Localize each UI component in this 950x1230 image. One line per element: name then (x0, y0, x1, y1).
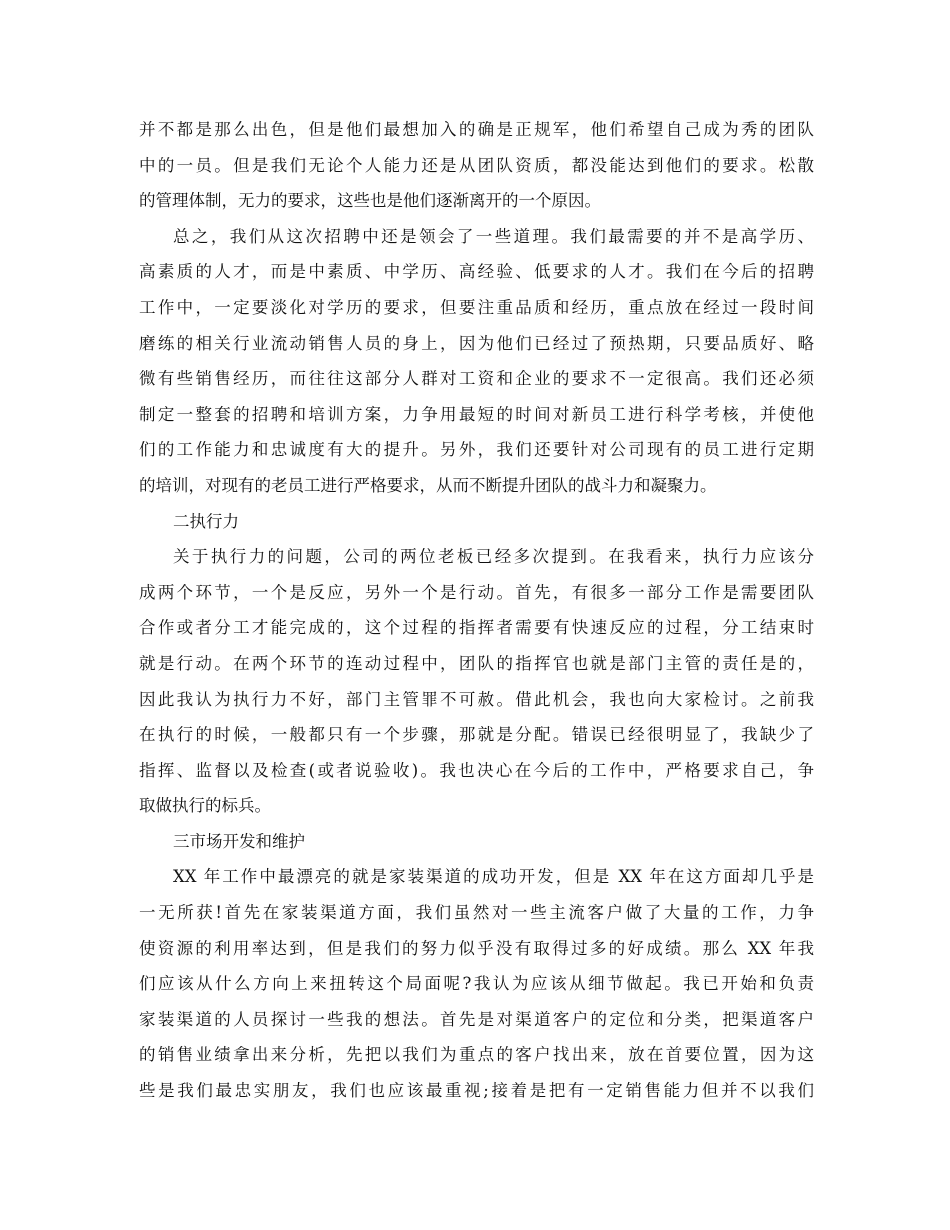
text-line: 在执行的时候，一般都只有一个步骤，那就是分配。错误已经很明显了，我缺少了 (139, 725, 814, 745)
text-line: 取做执行的标兵。 (139, 796, 271, 816)
text-line: 些是我们最忠实朋友，我们也应该最重视;接着是把有一定销售能力但并不以我们 (139, 1081, 814, 1101)
text-line: 微有些销售经历，而往往这部分人群对工资和企业的要求不一定很高。我们还必须 (139, 369, 814, 389)
text-line: 工作中，一定要淡化对学历的要求，但要注重品质和经历，重点放在经过一段时间 (139, 297, 814, 317)
text-line: 家装渠道的人员探讨一些我的想法。首先是对渠道客户的定位和分类，把渠道客户 (139, 1009, 814, 1029)
text-line: 并不都是那么出色，但是他们最想加入的确是正规军，他们希望自己成为秀的团队 (139, 120, 814, 139)
text-line: 的管理体制，无力的要求，这些也是他们逐渐离开的一个原因。 (139, 191, 601, 211)
section-heading: 三市场开发和维护 (173, 831, 305, 851)
text-line: 的销售业绩拿出来分析，先把以我们为重点的客户找出来，放在首要位置，因为这 (139, 1045, 814, 1065)
text-line: 们的工作能力和忠诚度有大的提升。另外，我们还要针对公司现有的员工进行定期 (139, 440, 814, 460)
text-line: 使资源的利用率达到，但是我们的努力似乎没有取得过多的好成绩。那么 XX 年我 (139, 938, 814, 958)
text-line: 成两个环节，一个是反应，另外一个是行动。首先，有很多一部分工作是需要团队 (139, 582, 814, 602)
text-line: 高素质的人才，而是中素质、中学历、高经验、低要求的人才。我们在今后的招聘 (139, 262, 814, 282)
text-line: 的培训，对现有的老员工进行严格要求，从而不断提升团队的战斗力和凝聚力。 (139, 475, 717, 495)
document-page (139, 112, 814, 1109)
text-line: 中的一员。但是我们无论个人能力还是从团队资质，都没能达到他们的要求。松散 (139, 155, 814, 175)
text-line: 制定一整套的招聘和培训方案，力争用最短的时间对新员工进行科学考核，并使他 (139, 404, 814, 424)
text-line: 们应该从什么方向上来扭转这个局面呢?我认为应该从细节做起。我已开始和负责 (139, 974, 814, 994)
text-line: 指挥、监督以及检查(或者说验收)。我也决心在今后的工作中，严格要求自己，争 (139, 760, 814, 780)
text-line: 磨练的相关行业流动销售人员的身上，因为他们已经过了预热期，只要品质好、略 (139, 333, 814, 353)
text-line: 就是行动。在两个环节的连动过程中，团队的指挥官也就是部门主管的责任是的， (139, 653, 814, 673)
text-line: 合作或者分工才能完成的，这个过程的指挥者需要有快速反应的过程，分工结束时 (139, 618, 814, 638)
text-line: 因此我认为执行力不好，部门主管罪不可赦。借此机会，我也向大家检讨。之前我 (139, 689, 814, 709)
text-line: 一无所获!首先在家装渠道方面，我们虽然对一些主流客户做了大量的工作，力争 (139, 903, 814, 923)
text-line: XX 年工作中最漂亮的就是家装渠道的成功开发，但是 XX 年在这方面却几乎是 (173, 867, 814, 887)
text-line: 关于执行力的问题，公司的两位老板已经多次提到。在我看来，执行力应该分 (173, 547, 814, 567)
text-line: 总之，我们从这次招聘中还是领会了一些道理。我们最需要的并不是高学历、 (173, 226, 814, 246)
section-heading: 二执行力 (173, 511, 239, 531)
